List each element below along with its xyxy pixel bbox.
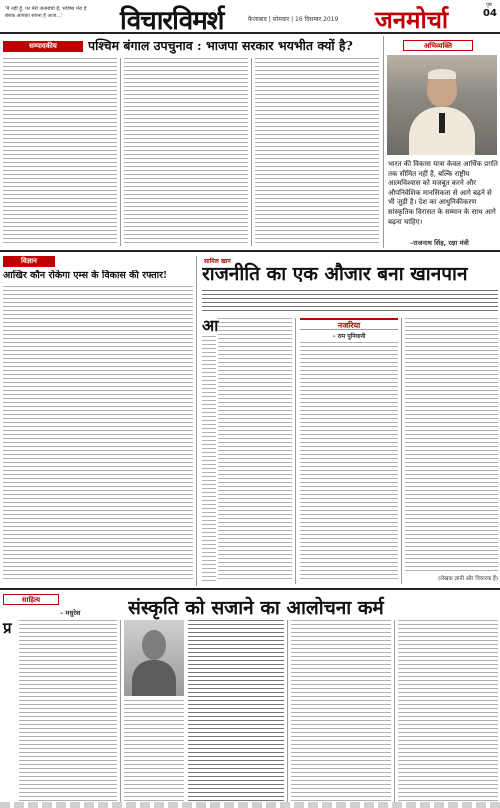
science-label xyxy=(3,256,55,267)
editorial-col-1 xyxy=(3,58,117,246)
main-col-2 xyxy=(300,342,398,582)
section-title: विचारविमर्श xyxy=(120,6,224,36)
masthead xyxy=(0,0,500,34)
quote-label-text: अभिव्यक्ति xyxy=(423,42,453,50)
editorial-label-text: सम्पादकीय xyxy=(29,42,57,50)
editorial-label xyxy=(3,41,83,52)
bottom-col-4 xyxy=(398,620,498,802)
drop-cap: आ xyxy=(202,316,219,335)
bottom-col-3 xyxy=(291,620,391,802)
tagline-line1: 'मैं नहीं हूँ, पर मेरी जनमोर्चा है, भविष्य मेरा है xyxy=(5,6,87,12)
side-label-text: नजरिया xyxy=(337,320,361,330)
editorial-col-2 xyxy=(124,58,248,246)
bottom-label-text: साहित्य xyxy=(21,596,41,604)
bottom-author: – मधुरेश xyxy=(60,609,81,617)
editorial-headline: पश्चिम बंगाल उपचुनाव : भाजपा सरकार भयभीत क्यों है? xyxy=(88,38,353,53)
paper-name: जनमोर्चा xyxy=(375,5,449,34)
bottom-col-1 xyxy=(19,620,117,802)
author-photo xyxy=(124,620,184,696)
bottom-label xyxy=(3,594,59,605)
page-label: पृष्ठ xyxy=(486,2,492,8)
main-col-1b xyxy=(202,336,216,582)
side-label xyxy=(300,318,398,330)
main-headline: राजनीति का एक औजार बना खानपान xyxy=(202,263,468,285)
registration-marks xyxy=(0,802,500,808)
quote-label xyxy=(403,40,473,51)
editorial-col-3 xyxy=(255,58,379,246)
portrait-hair xyxy=(428,69,456,79)
science-headline: आखिर कौन रोकेगा एम्स के विकास की रफ्तार! xyxy=(3,270,168,281)
author-photo-head xyxy=(142,630,166,660)
main-intro-box xyxy=(202,290,498,314)
science-body xyxy=(3,286,193,582)
science-label-text: विज्ञान xyxy=(21,257,37,265)
main-col-1 xyxy=(218,318,292,582)
sub-label: सामिल खान xyxy=(204,258,231,265)
quote-attribution: –राजनाथ सिंह, रक्षा मंत्री xyxy=(410,239,469,247)
main-col-3 xyxy=(405,318,498,572)
bottom-photo-text xyxy=(124,700,184,802)
author-photo-body xyxy=(132,660,176,696)
page-number: 04 xyxy=(483,8,497,19)
portrait-mic xyxy=(439,113,445,133)
author-name: – राम पुनियानी xyxy=(332,333,366,340)
drop-cap-bottom: प्र xyxy=(3,619,12,637)
main-intro-strip xyxy=(202,290,498,312)
portrait-photo xyxy=(387,55,497,155)
bottom-headline: संस्कृति को सजाने का आलोचना कर्म xyxy=(128,597,384,619)
tagline-line2: बेशक आपका सपना है आज...' xyxy=(5,13,63,19)
dateline: फ़ैजाबाद | सोमवार | 16 दिसम्बर 2019 xyxy=(248,16,339,23)
quote-text: भारत की विकास यात्रा केवल आर्थिक प्रगति तक सीमित नहीं है, बल्कि राष्ट्रीय आत्मविश्वास को मजबूत करने और औपनिवेशिक मानसिकता से आगे बढ़ने से भी जुड़ी है। देश का आधुनिकीकरण सांस्कृतिक विरासत के सम्मान के साथ आगे बढ़ना चाहिए। xyxy=(388,160,498,226)
main-signature: (लेखक ज्ञानी और विचारक हैं) xyxy=(438,576,498,582)
bottom-col-2 xyxy=(188,620,284,802)
